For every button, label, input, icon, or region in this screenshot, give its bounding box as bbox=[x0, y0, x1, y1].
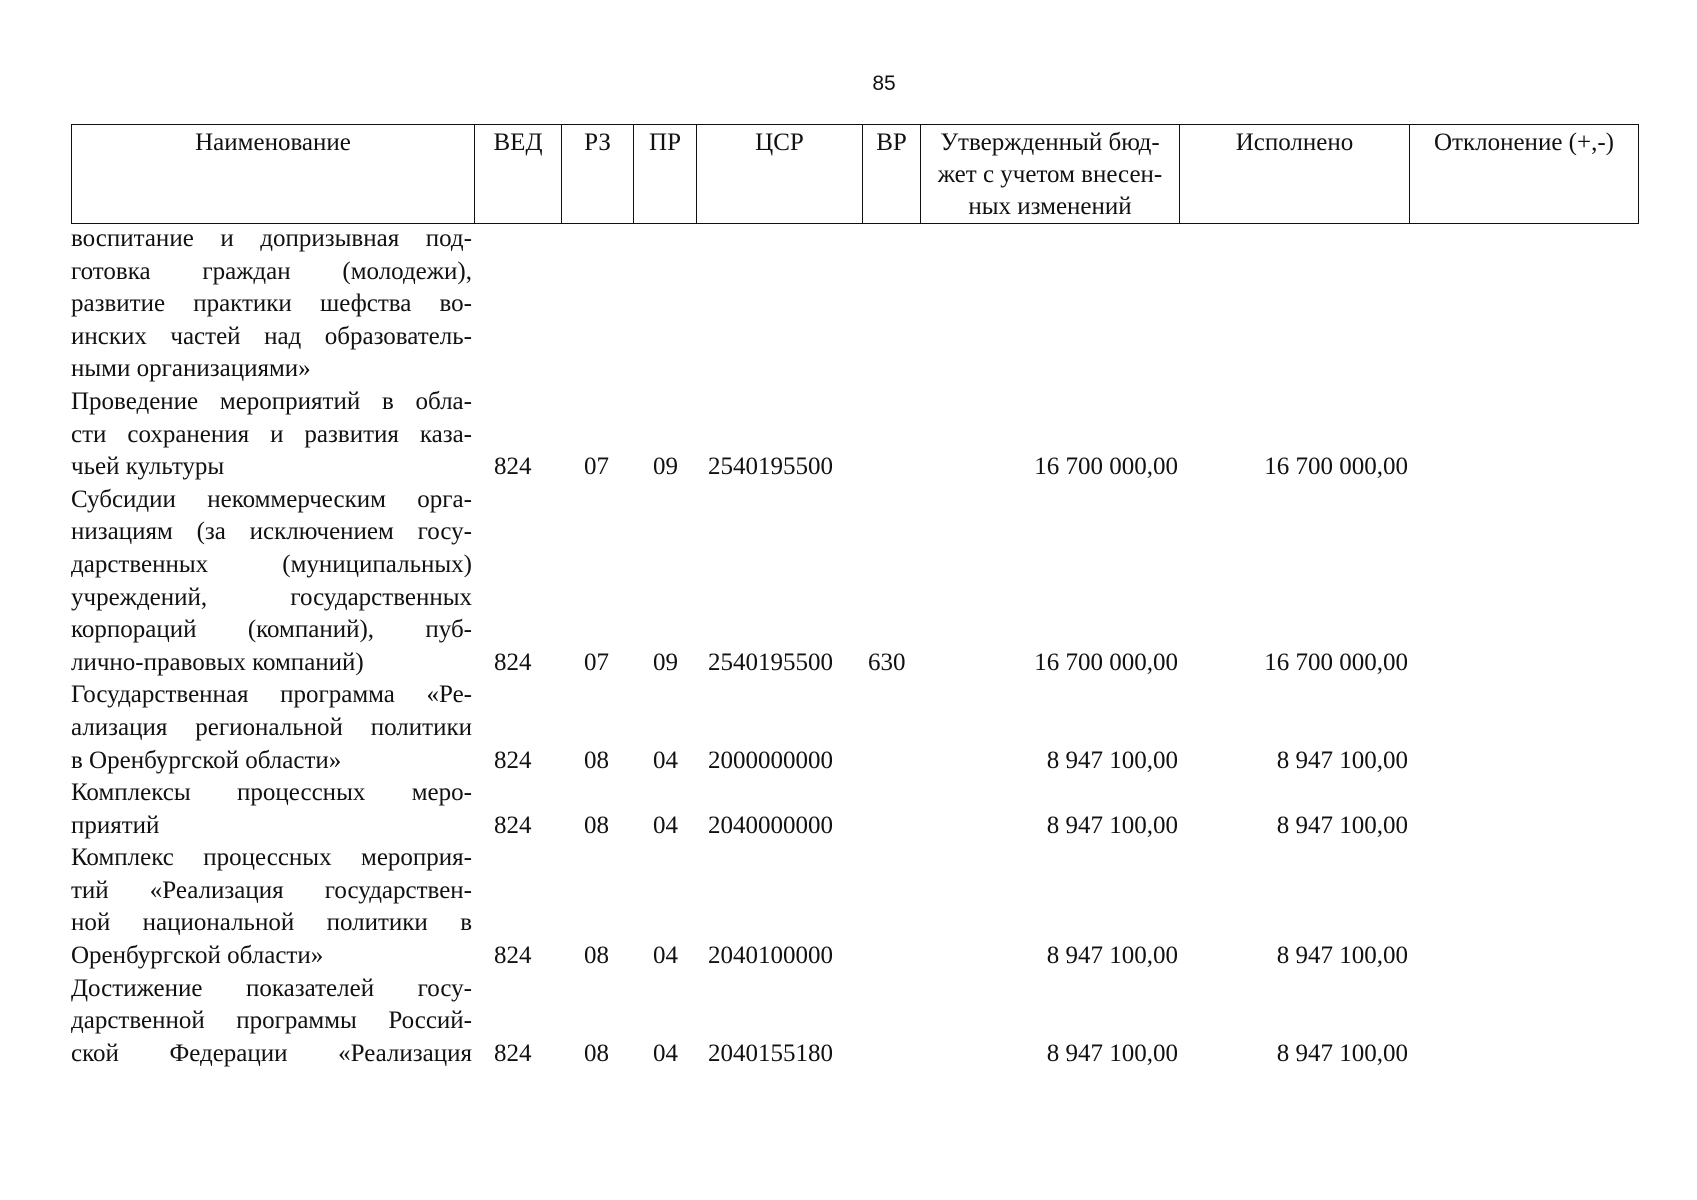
row-name-line: Субсидии некоммерческим орга- bbox=[71, 485, 472, 513]
row-csr: 2540195500 bbox=[708, 648, 833, 676]
table-body bbox=[71, 223, 1638, 1070]
row-name-line: лично-правовых компаний) bbox=[71, 648, 364, 676]
row-name bbox=[71, 386, 474, 484]
table-row bbox=[71, 484, 1638, 680]
row-name-line: развитие практики шефства во- bbox=[71, 290, 472, 318]
row-rz: 08 bbox=[584, 746, 609, 774]
header-name: Наименование bbox=[72, 125, 475, 224]
header-rz: РЗ bbox=[562, 125, 634, 224]
header-deviation: Отклонение (+,-) bbox=[1410, 125, 1639, 224]
row-name bbox=[71, 484, 474, 680]
row-done: 16 700 000,00 bbox=[1264, 648, 1408, 676]
table-row bbox=[71, 223, 1638, 386]
table-row bbox=[71, 777, 1638, 842]
row-name-line: дарственных (муниципальных) bbox=[71, 550, 472, 578]
row-budget: 16 700 000,00 bbox=[1034, 648, 1178, 676]
row-name-line: готовка граждан (молодежи), bbox=[71, 257, 472, 285]
row-done: 8 947 100,00 bbox=[1276, 1039, 1408, 1067]
row-name-line: Комплекс процессных мероприя- bbox=[71, 844, 472, 872]
header-budget-line: жет с учетом внесен- bbox=[937, 161, 1163, 188]
row-name-line: ализация региональной политики bbox=[71, 713, 472, 741]
row-pr: 09 bbox=[653, 648, 678, 676]
row-budget: 16 700 000,00 bbox=[1034, 453, 1178, 481]
row-rz: 07 bbox=[584, 453, 609, 481]
row-name-line: сти сохранения и развития каза- bbox=[71, 420, 472, 448]
row-name bbox=[71, 973, 474, 1071]
row-name-line: учреждений, государственных bbox=[71, 583, 472, 611]
header-budget bbox=[921, 125, 1180, 224]
row-done: 8 947 100,00 bbox=[1276, 746, 1408, 774]
header-budget-line: ных изменений bbox=[968, 193, 1132, 220]
row-pr: 04 bbox=[653, 1039, 678, 1067]
page-number: 85 bbox=[872, 72, 896, 95]
header-pr: ПР bbox=[634, 125, 697, 224]
row-ved: 824 bbox=[494, 453, 532, 481]
header-budget-line: Утвержденный бюд- bbox=[940, 129, 1160, 156]
row-name bbox=[71, 842, 474, 972]
table-row bbox=[71, 679, 1638, 777]
row-budget: 8 947 100,00 bbox=[1046, 1039, 1178, 1067]
header-csr: ЦСР bbox=[697, 125, 863, 224]
row-csr: 2040000000 bbox=[708, 811, 833, 839]
row-budget: 8 947 100,00 bbox=[1046, 746, 1178, 774]
header-vr: ВР bbox=[863, 125, 921, 224]
row-pr: 04 bbox=[653, 942, 678, 970]
row-pr: 04 bbox=[653, 811, 678, 839]
row-name bbox=[71, 777, 474, 842]
row-csr: 2000000000 bbox=[708, 746, 833, 774]
row-ved: 824 bbox=[494, 942, 532, 970]
table-row bbox=[71, 386, 1638, 484]
table-row bbox=[71, 973, 1638, 1071]
header-done: Исполнено bbox=[1180, 125, 1410, 224]
row-name-line: ной национальной политики в bbox=[71, 909, 472, 937]
row-csr: 2040155180 bbox=[708, 1039, 833, 1067]
row-name-line: низациям (за исключением госу- bbox=[71, 518, 472, 546]
row-name-line: Комплексы процессных меро- bbox=[71, 779, 472, 807]
row-name-line: Достижение показателей госу- bbox=[71, 974, 472, 1002]
row-name-line: ными организациями» bbox=[71, 355, 311, 383]
row-name-line: Оренбургской области» bbox=[71, 942, 324, 970]
row-name-line: ской Федерации «Реализация bbox=[71, 1039, 472, 1067]
row-pr: 04 bbox=[653, 746, 678, 774]
row-rz: 08 bbox=[584, 811, 609, 839]
row-ved: 824 bbox=[494, 811, 532, 839]
row-done: 16 700 000,00 bbox=[1264, 453, 1408, 481]
row-done: 8 947 100,00 bbox=[1276, 942, 1408, 970]
row-done: 8 947 100,00 bbox=[1276, 811, 1408, 839]
row-rz: 07 bbox=[584, 648, 609, 676]
row-name-line: приятий bbox=[71, 811, 160, 839]
row-csr: 2040100000 bbox=[708, 942, 833, 970]
row-name-line: дарственной программы Россий- bbox=[71, 1007, 472, 1035]
table-header bbox=[71, 124, 1639, 224]
row-name bbox=[71, 679, 474, 777]
row-name-line: корпораций (компаний), пуб- bbox=[71, 616, 472, 644]
row-rz: 08 bbox=[584, 1039, 609, 1067]
row-ved: 824 bbox=[494, 746, 532, 774]
row-pr: 09 bbox=[653, 453, 678, 481]
row-budget: 8 947 100,00 bbox=[1046, 811, 1178, 839]
row-name-line: в Оренбургской области» bbox=[71, 746, 342, 774]
header-ved: ВЕД bbox=[475, 125, 562, 224]
row-rz: 08 bbox=[584, 942, 609, 970]
row-name-line: Государственная программа «Ре- bbox=[71, 681, 472, 709]
row-name-line: инских частей над образователь- bbox=[71, 322, 472, 350]
row-csr: 2540195500 bbox=[708, 453, 833, 481]
row-name bbox=[71, 223, 474, 386]
row-vr: 630 bbox=[868, 648, 906, 676]
row-ved: 824 bbox=[494, 648, 532, 676]
row-name-line: воспитание и допризывная под- bbox=[71, 225, 472, 252]
row-name-line: тий «Реализация государствен- bbox=[71, 876, 472, 904]
table-row bbox=[71, 842, 1638, 972]
row-budget: 8 947 100,00 bbox=[1046, 942, 1178, 970]
row-ved: 824 bbox=[494, 1039, 532, 1067]
row-name-line: Проведение мероприятий в обла- bbox=[71, 387, 472, 415]
row-name-line: чьей культуры bbox=[71, 453, 225, 481]
